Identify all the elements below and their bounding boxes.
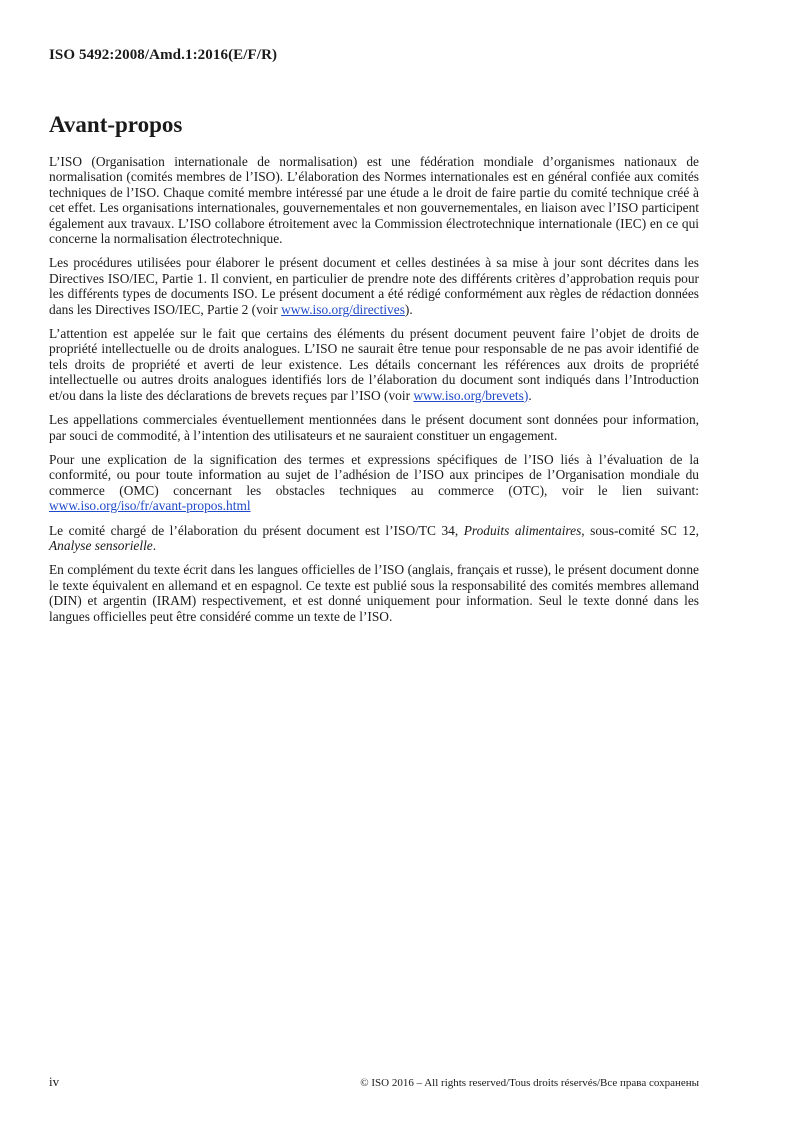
paragraph-conformity-text: Pour une explication de la signification des termes et expressions spécifiques de l’ISO liés à l’évaluation de la conformité, ou pour toute information au sujet de l’adhésion de l’ISO aux principes de l’Organisation mondiale du commerce (OMC) concernant les obstacles techniques au commerce (OTC), voir le lien suivant:	[49, 451, 699, 498]
foreword-body	[49, 154, 699, 633]
committee-text-a: Le comité chargé de l’élaboration du présent document est l’ISO/TC 34,	[49, 522, 464, 538]
subcommittee-name-italic: Analyse sensorielle	[49, 537, 153, 553]
page-title: Avant-propos	[49, 112, 183, 137]
paragraph-languages: En complément du texte écrit dans les langues officielles de l’ISO (anglais, français et russe), le présent document donne le texte équivalent en allemand et en espagnol. Ce texte est publié sous la responsabilité des comités membres allemand (DIN) et argentin (IRAM) respectivement, et est donné uniquement pour information. Seul le texte donné dans les langues officielles peut être considéré comme un texte de l’ISO.	[49, 562, 699, 624]
paragraph-iso-organisation: L’ISO (Organisation internationale de normalisation) est une fédération mondiale d’organismes nationaux de normalisation (comités membres de l’ISO). L’élaboration des Normes internationales est en général confiée aux comités techniques de l’ISO. Chaque comité membre intéressé par une étude a le droit de faire partie du comité technique créé à cet effet. Les organisations internationales, gouvernementales et non gouvernementales, en liaison avec l’ISO participent également aux travaux. L’ISO collabore étroitement avec la Commission électrotechnique internationale (IEC) en ce qui concerne la normalisation électrotechnique.	[49, 154, 699, 247]
patents-link[interactable]: www.iso.org/brevets)	[413, 387, 529, 403]
document-identifier: ISO 5492:2008/Amd.1:2016(E/F/R)	[49, 47, 278, 63]
document-page	[49, 0, 699, 1122]
page-footer	[49, 1074, 699, 1090]
committee-name-italic: Produits alimentaires	[463, 522, 582, 538]
paragraph-trade-names: Les appellations commerciales éventuellement mentionnées dans le présent document sont données pour information, par souci de commodité, à l’intention des utilisateurs et ne sauraient constituer un engagement.	[49, 412, 699, 443]
paragraph-conformity-assessment	[49, 452, 699, 514]
paragraph-patent-rights	[49, 326, 699, 403]
paragraph-patent-rights-text: L’attention est appelée sur le fait que certains des éléments du présent document peuvent faire l’objet de droits de propriété intellectuelle ou de droits analogues. L’ISO ne saurait être tenue pour responsable de ne pas avoir identifié de tels droits de propriété et averti de leur existence. Les détails concernant les références aux droits de propriété intellectuelle ou autres droits analogues identifiés lors de l’élaboration du document sont indiqués dans l’Introduction et/ou dans la liste des déclarations de brevets reçues par l’ISO (voir	[49, 326, 699, 403]
paragraph-patent-rights-tail: .	[528, 387, 532, 403]
committee-text-b: , sous-comité SC 12,	[581, 522, 699, 538]
paragraph-procedures-tail: ).	[404, 301, 413, 317]
paragraph-procedures	[49, 255, 699, 317]
copyright-notice: © ISO 2016 – All rights reserved/Tous droits réservés/Все права сохранены	[360, 1077, 699, 1089]
foreword-info-link[interactable]: www.iso.org/iso/fr/avant-propos.html	[49, 498, 251, 514]
paragraph-procedures-text: Les procédures utilisées pour élaborer le présent document et celles destinées à sa mise à jour sont décrites dans les Directives ISO/IEC, Partie 1. Il convient, en particulier de prendre note des différents critères d’approbation requis pour les différents types de documents ISO. Le présent document a été rédigé conformément aux règles de rédaction données dans les Directives ISO/IEC, Partie 2 (voir	[49, 255, 699, 317]
directives-link[interactable]: www.iso.org/directives	[281, 301, 405, 317]
paragraph-committee	[49, 523, 699, 554]
page-number: iv	[49, 1074, 60, 1089]
committee-text-c: .	[152, 537, 157, 553]
